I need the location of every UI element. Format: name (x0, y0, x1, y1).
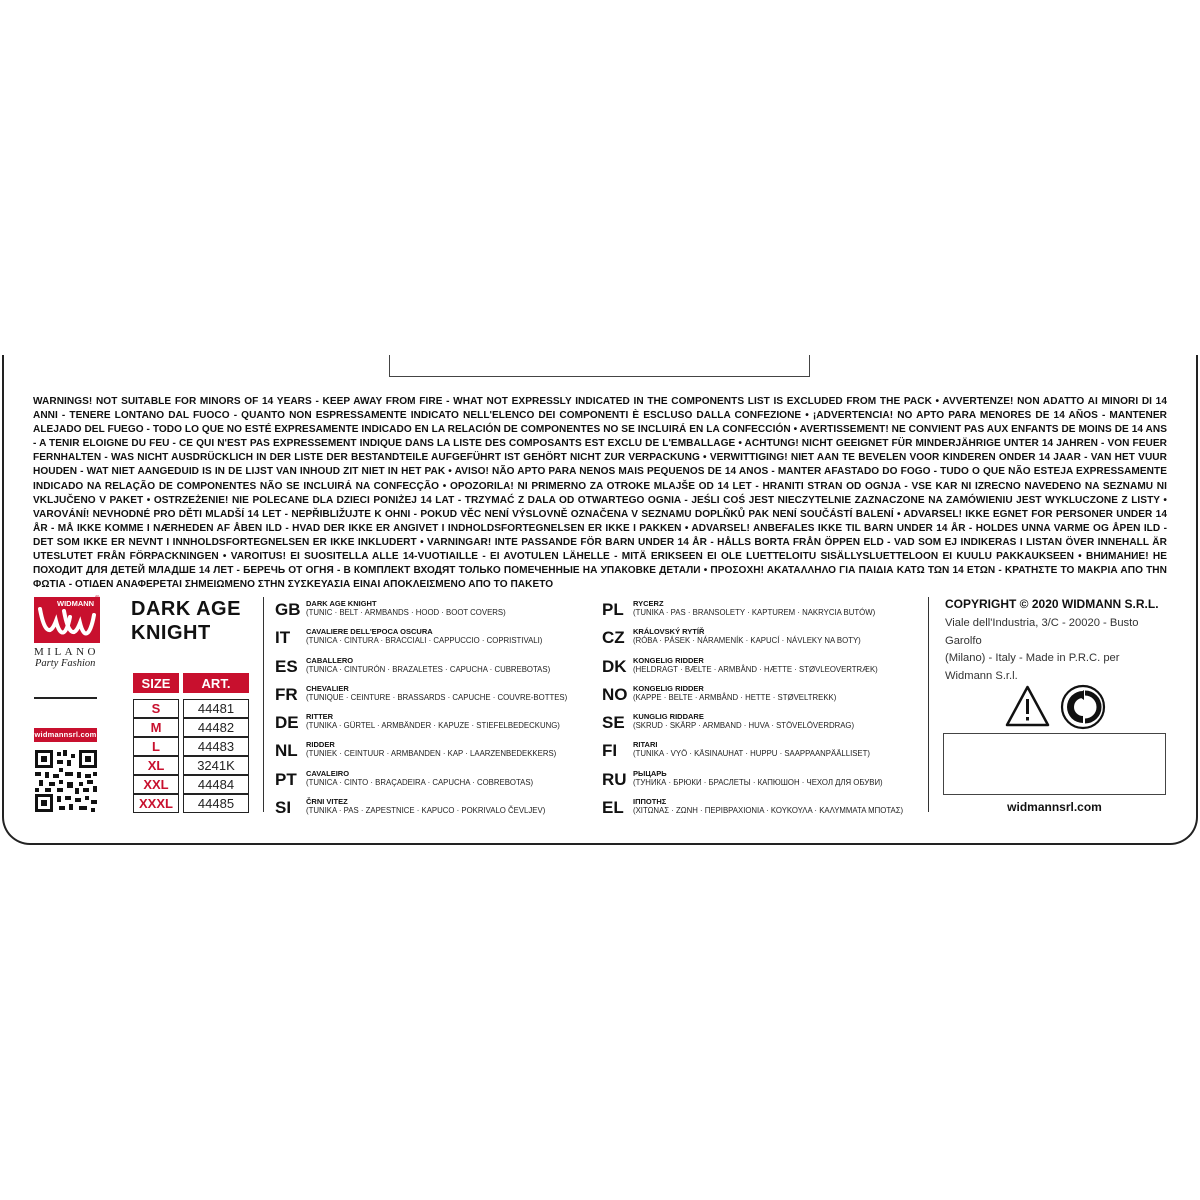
size-row: XL 3241K (133, 756, 249, 775)
language-entry: IT CAVALIERE DELL'EPOCA OSCURA (TUNICA · CINTURA · BRACCIALI · CAPPUCCIO · COPRISTIVALI) (275, 627, 543, 648)
warning-triangle-icon (1005, 685, 1050, 727)
size-row: L 44483 (133, 737, 249, 756)
divider (34, 697, 97, 699)
language-entry: ES CABALLERO (TUNICA · CINTURÓN · BRAZALETES · CAPUCHA · CUBREBOTAS) (275, 655, 551, 676)
website-link[interactable]: widmannsrl.com (1007, 800, 1102, 814)
size-row: XXL 44484 (133, 775, 249, 794)
language-entry: NO KONGELIG RIDDER (KAPPE · BELTE · ARMBÅND · HETTE · STØVELTREKK) (602, 683, 837, 704)
green-dot-recycle-icon (1060, 684, 1106, 730)
product-title-line1: DARK AGE (131, 598, 241, 620)
language-entry: DK KONGELIG RIDDER (HELDRAGT · BÆLTE · ARMBÅND · HÆTTE · STØVLEOVERTRÆK) (602, 655, 878, 676)
language-entry: EL ΙΠΠΟΤΗΣ (ΧΙΤΩΝΑΣ · ΖΩΝΗ · ΠΕΡΙΒΡΑΧΙΟΝΙΑ · ΚΟΥΚΟΥΛΑ · ΚΑΛΥΜΜΑΤΑ ΜΠΟΤΑΣ) (602, 797, 904, 818)
brand-tagline: Party Fashion (35, 658, 96, 669)
size-table (129, 673, 253, 813)
language-entry: CZ KRÁLOVSKÝ RYTÍŘ (RÓBA · PÁSEK · NÁRAMENÍK · KAPUCÍ · NÁVLEKY NA BOTY) (602, 627, 861, 648)
product-title (131, 597, 241, 645)
barcode-box (943, 733, 1166, 795)
languages-right (602, 597, 922, 823)
language-entry: SE KUNGLIG RIDDARE (SKRUD · SKÄRP · ARMBAND · HUVA · STÖVELÖVERDRAG) (602, 712, 855, 733)
language-entry: RU РЫЦАРЬ (ТУНИКА · БРЮКИ · БРАСЛЕТЫ · КАПЮШОН · ЧЕХОЛ ДЛЯ ОБУВИ) (602, 768, 883, 789)
size-row: XXXL 44485 (133, 794, 249, 813)
language-entry: NL RIDDER (TUNIEK · CEINTUUR · ARMBANDEN · KAP · LAARZENBEDEKKERS) (275, 740, 557, 761)
qr-code-icon (35, 750, 97, 812)
language-entry: FR CHEVALIER (TUNIQUE · CEINTURE · BRASSARDS · CAPUCHE · COUVRE-BOTTES) (275, 683, 568, 704)
address-line2: (Milano) - Italy - Made in P.R.C. per Widmann S.r.l. (945, 652, 1120, 682)
brand-city: MILANO (34, 646, 99, 658)
language-entry: GB DARK AGE KNIGHT (TUNIC · BELT · ARMBANDS · HOOD · BOOT COVERS) (275, 599, 506, 619)
company-address (945, 615, 1167, 685)
art-header: ART. (183, 673, 249, 699)
languages-left (275, 597, 595, 823)
column-divider-left (263, 597, 264, 812)
language-entry: PL RYCERZ (TUNIKA · PAS · BRANSOLETY · KAPTUREM · NAKRYCIA BUTÓW) (602, 599, 876, 619)
warnings-text: WARNINGS! NOT SUITABLE FOR MINORS OF 14 YEARS - KEEP AWAY FROM FIRE - WHAT NOT EXPRESSLY INDICATED IN THE COMPONENTS LIST IS EXCLUDED FROM THE PACK • AVVERTENZE! NON ADATTO AI MINORI DI 14 ANNI - TENERE LONTANO DAL FUOCO - QUANTO NON ESPRESSAMENTE INDICATO NELL'ELENCO DEI COMPONENTI È ESCLUSO DALLA CONFEZIONE • ¡ADVERTENCIA! NO APTO PARA MENORES DE 14 AÑOS - MANTENER ALEJADO DEL FUEGO - TODO LO QUE NO ESTÉ EXPRESAMENTE INDICADO EN LA RELACIÓN DE COMPONENTES NO SE INCLUIRÁ EN LA CONFECCIÓN • AVERTISSEMENT! NE CONVIENT PAS AUX ENFANTS DE MOINS DE 14 ANS - A TENIR ELOIGNE DU FEU - CE QUI N'EST PAS EXPRESSEMENT INDIQUE DANS LA LISTE DES COMPOSANTS EST EXCLU DE L'EMBALLAGE • ACHTUNG! NICHT GEEIGNET FÜR MINDERJÄHRIGE UNTER 14 JAHREN - VON FEUER FERNHALTEN - WAS NICHT AUSDRÜCKLICH IN DER LISTE DER BESTANDTEILE AUFGEFÜHRT IST GEHÖRT NICHT ZUR VERPACKUNG • VERWITTIGING! NIET AAN TE BEVELEN VOOR KINDEREN ONDER 14 JAAR - VAN HET VUUR HOUDEN - WAT NIET AANGEDUID IS IN DE LIJST VAN INHOUD ZIT NIET IN HET PAK • AVISO! NÃO APTO PARA NENOS MAIS PEQUENOS DE 14 ANOS - MANTER AFASTADO DO FOGO - TUDO O QUE NÃO ESTEJA EXPRESSAMENTE INDICADO NA RELAÇÃO DE COMPONENTES NÃO SE INCLUIRÁ NA CONFECÇÃO • OPOZORILA! NI PRIMERNO ZA OTROKE MLAJŠE OD 14 LET - HRANITI STRAN OD OGNJA - VSE KAR NI IZRECNO NAVEDENO NA SEZNAMU NI VKLJUČENO V PAKET • OSTRZEŻENIE! NIE POLECANE DLA DZIECI PONIŻEJ 14 LAT - TRZYMAĆ Z DALA OD OTWARTEGO OGNIA - JEŚLI COŚ JEST NIECZYTELNIE ZAZNACZONE NA ZAMÓWIENIU JEST WYKLUCZONE Z LISTY • VAROVÁNÍ! NEVHODNÉ PRO DĚTI MLADŠÍ 14 LET - NEPŘIBLIŽUJTE K OHNI - POKUD VĚC NENÍ VÝSLOVNĚ OZNAČENA V SEZNAMU DOPLŇKŮ PAK NENÍ SOUČÁSTÍ BALENÍ • ADVARSEL! IKKE EGNET FOR PERSONER UNDER 14 ÅR - MÅ IKKE KOMME I NÆRHEDEN AF ÅBEN ILD - HVAD DER IKKE ER ANGIVET I INDHOLDSFORTEGNELSEN ER IKKE I PAKKEN • ADVARSEL! ANBEFALES IKKE TIL BARN UNDER 14 ÅR - HOLDES UNNA VARME OG ÅPEN ILD - DET SOM IKKE ER NEVNT I INNHOLDSFORTEGNELSEN ER IKKE INKLUDERT • VARNINGAR! INTE PASSANDE FÖR BARN UNDER 14 ÅR - HÅLLS BORTA FRÅN ÖPPEN ELD - VAD SOM EJ INDIKERAS I LISTAN ÖVER INNEHALL ÄR UTESLUTET FRÅN FÖRPACKNINGEN • VAROITUS! EI SUOSITELLA ALLE 14-VUOTIAILLE - EI AVOTULEN LÄHELLE - MITÄ ERIKSEEN EI OLE LUETTELOITU SISÄLLYSLUETTELOON EI KUULU PAKKAUKSEEN • ВНИМАНИЕ! НЕ ПОХОДИТ ДЛЯ ДЕТЕЙ МЛАДШЕ 14 ЛЕТ - БЕРЕЧЬ ОТ ОГНЯ - В КОМПЛЕКТ ВХОДЯТ ТОЛЬКО ПОМЕЧЕННЫЕ НА УПАКОВКЕ ДЕТАЛИ • ΠΡΟΣΟΧΗ! ΑΚΑΤΑΛΛΗΛΟ ΓΙΑ ΠΑΙΔΙΑ ΚΑΤΩ ΤΩΝ 14 ΕΤΩΝ - ΚΡΑΤΗΣΤΕ ΤΟ ΜΑΚΡΙΑ ΑΠΟ ΤΗΝ ΦΩΤΙΑ - ΟΤΙΔΕΝ ΑΝΑΦΕΡΕΤΑΙ ΣΗΜΕΙΩΜΕΝΟ ΣΤΗΝ ΣΥΣΚΕΥΑΣΙΑ ΕΙΝΑΙ ΑΠΟΚΛΕΙΣΜΕΝΟ ΑΠΟ ΤΟ ΠΑΚΕΤΟ (33, 396, 1167, 591)
size-row: S 44481 (133, 699, 249, 718)
registered-mark: ® (95, 596, 100, 602)
language-entry: FI RITARI (TUNIKA · VYÖ · KÄSINAUHAT · HUPPU · SAAPPAANPÄÄLLISET) (602, 740, 870, 761)
language-entry: SI ČRNI VITEZ (TUNIKA · PAS · ZAPESTNICE · KAPUCO · POKRIVALO ČEVLJEV) (275, 797, 546, 818)
language-entry: DE RITTER (TUNIKA · GÜRTEL · ARMBÄNDER · KAPUZE · STIEFELBEDECKUNG) (275, 712, 560, 733)
size-row: M 44482 (133, 718, 249, 737)
language-entry: PT CAVALEIRO (TUNICA · CINTO · BRAÇADEIRA · CAPUCHA · COBREBOTAS) (275, 768, 534, 789)
copyright: COPYRIGHT © 2020 WIDMANN S.R.L. (945, 597, 1159, 611)
top-window-box (389, 355, 810, 377)
size-header: SIZE (133, 673, 179, 699)
website-badge: widmannsrl.com (34, 728, 97, 742)
address-line1: Viale dell'Industria, 3/C - 20020 - Busto Garolfo (945, 617, 1139, 647)
logo-text: WIDMANN (57, 599, 95, 608)
product-title-line2: KNIGHT (131, 622, 211, 644)
column-divider-right (928, 597, 929, 812)
